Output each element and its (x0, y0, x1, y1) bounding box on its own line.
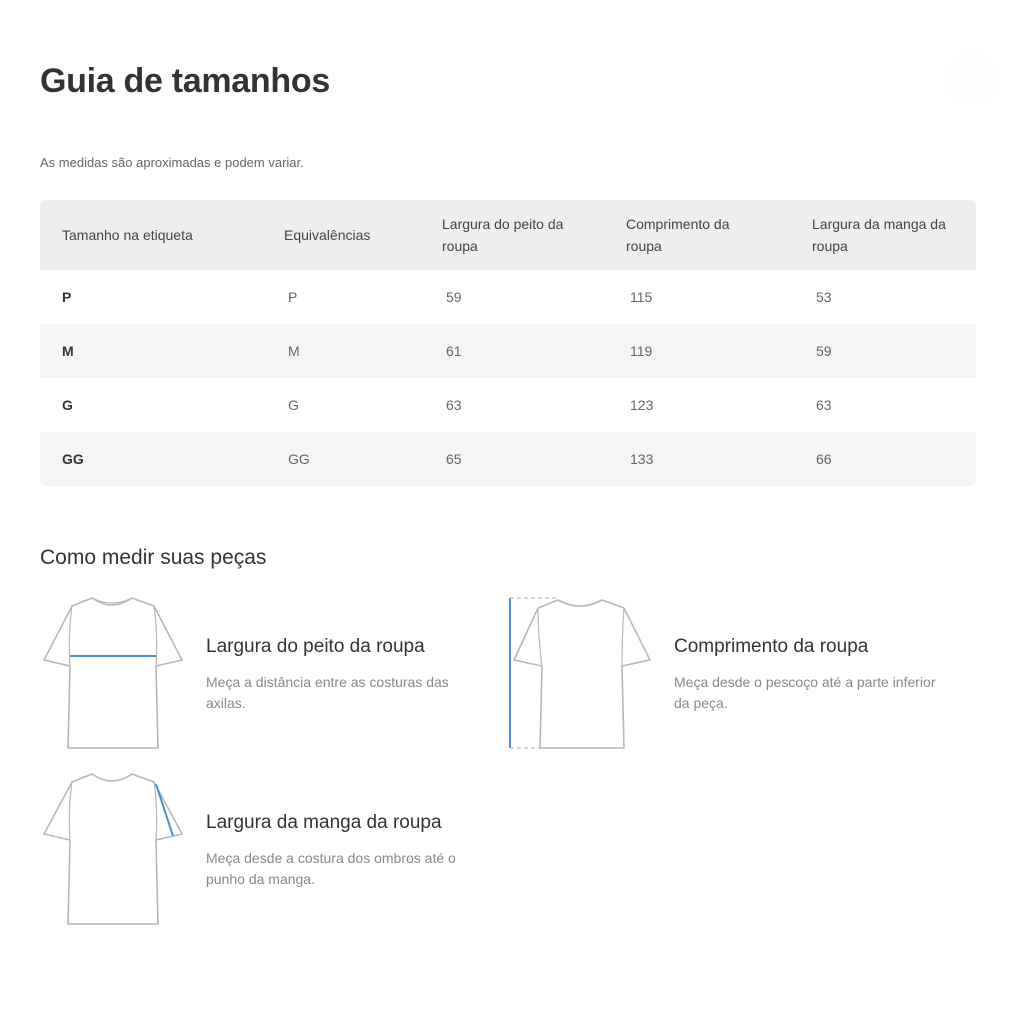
table-cell: GG (288, 451, 310, 467)
table-cell: M (62, 343, 74, 359)
measure-item-chest (40, 596, 480, 756)
table-row (40, 324, 976, 378)
how-to-measure-title: Como medir suas peças (40, 546, 267, 569)
table-cell: 65 (446, 451, 462, 467)
table-row (40, 432, 976, 486)
column-header-sleeve-width: Largura da manga da roupa (812, 216, 946, 254)
measure-item-description: Meça desde o pescoço até a parte inferior da peça. (674, 674, 936, 711)
table-cell: 119 (630, 343, 653, 359)
table-cell: M (288, 343, 300, 359)
table-cell: 59 (446, 289, 462, 305)
table-cell: P (288, 289, 298, 305)
measure-item-sleeve (40, 770, 480, 930)
measure-item-description: Meça a distância entre as costuras das axilas. (206, 674, 449, 711)
table-cell: 123 (630, 397, 654, 413)
measure-item-title: Largura do peito da roupa (206, 636, 425, 657)
tshirt-chest-icon (40, 596, 186, 752)
table-cell: 61 (446, 343, 462, 359)
size-table (40, 200, 976, 486)
table-cell: G (62, 397, 73, 413)
table-cell: 133 (630, 451, 654, 467)
table-cell: P (62, 289, 72, 305)
tshirt-length-icon (508, 596, 654, 752)
column-header-chest-width: Largura do peito da roupa (442, 216, 564, 254)
page-title: Guia de tamanhos (40, 62, 330, 100)
measure-item-description: Meça desde a costura dos ombros até o punho da manga. (206, 850, 456, 887)
table-row (40, 270, 976, 324)
table-cell: 63 (816, 397, 832, 413)
column-header-length: Comprimento da roupa (626, 216, 730, 254)
table-cell: 115 (630, 289, 653, 305)
measurement-note: As medidas são aproximadas e podem variar. (40, 155, 304, 170)
table-cell: 66 (816, 451, 832, 467)
table-cell: 59 (816, 343, 832, 359)
tshirt-sleeve-icon (40, 770, 186, 926)
measure-item-title: Largura da manga da roupa (206, 812, 442, 833)
column-header-size-label: Tamanho na etiqueta (62, 227, 193, 243)
column-header-equivalences: Equivalências (284, 227, 371, 243)
table-cell: 53 (816, 289, 832, 305)
table-header (40, 200, 976, 270)
table-cell: 63 (446, 397, 462, 413)
table-cell: G (288, 397, 299, 413)
close-button[interactable] (944, 50, 1000, 106)
table-cell: GG (62, 451, 84, 467)
measure-item-title: Comprimento da roupa (674, 636, 869, 657)
measure-item-length (508, 596, 948, 756)
table-row (40, 378, 976, 432)
